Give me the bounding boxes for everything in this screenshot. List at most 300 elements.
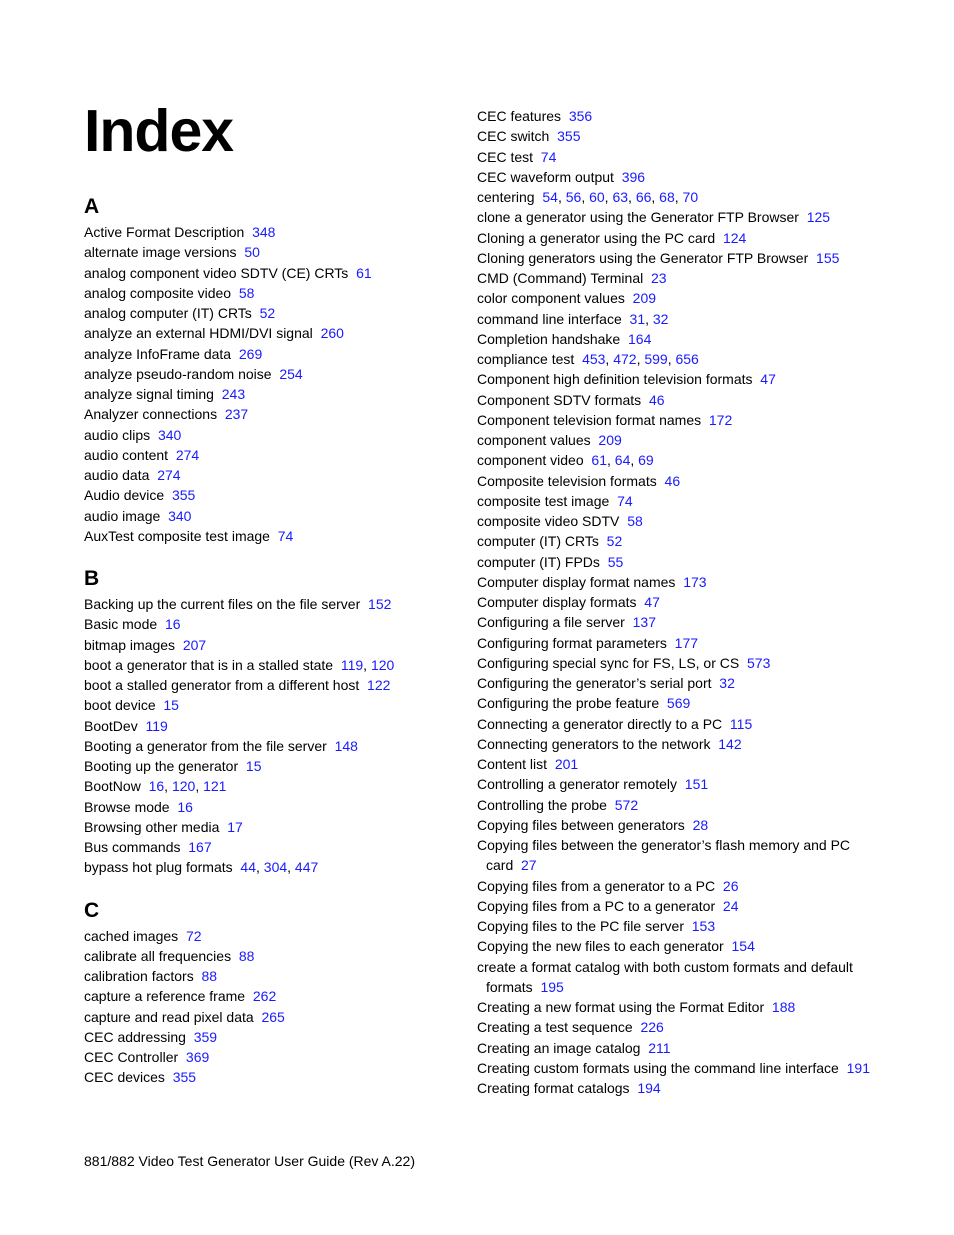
index-entry [84, 695, 454, 715]
page-references [239, 285, 255, 301]
index-entry [84, 344, 454, 364]
page-link[interactable]: 61 [591, 452, 607, 469]
index-entry [477, 288, 897, 308]
index-term: Active Format Description [84, 224, 245, 240]
index-entry [477, 329, 897, 349]
index-term: analyze signal timing [84, 386, 214, 402]
page-link[interactable]: 56 [565, 189, 582, 205]
page-references [261, 1009, 284, 1025]
index-term: Booting a generator from the file server [84, 737, 327, 754]
page-references [693, 817, 709, 833]
index-term: command line interface [477, 310, 622, 327]
page-link[interactable]: 58 [238, 284, 255, 301]
page-references [227, 819, 243, 835]
page-link[interactable]: 74 [617, 492, 633, 509]
index-term: create a format catalog with both custom formats and default formats [477, 958, 853, 995]
page-link[interactable]: 47 [644, 594, 660, 610]
page-link[interactable]: 269 [238, 345, 263, 362]
index-term: Basic mode [84, 616, 158, 633]
index-term: boot device [84, 697, 156, 714]
page-link[interactable]: 355 [557, 128, 581, 145]
index-entry [84, 526, 454, 546]
page-references [168, 508, 191, 524]
page-link[interactable]: 211 [648, 1039, 671, 1056]
index-term: analyze InfoFrame data [84, 345, 232, 362]
index-term: Configuring a file server [477, 614, 625, 631]
index-entry [477, 511, 897, 531]
page-references [540, 979, 563, 995]
index-entry [84, 594, 454, 614]
index-entry [84, 263, 454, 283]
page-references [278, 528, 294, 544]
index-entry [84, 716, 454, 736]
page-link[interactable]: 188 [771, 999, 796, 1015]
index-term: Booting up the generator [84, 758, 239, 774]
index-entry [84, 635, 454, 655]
page-link[interactable]: 573 [747, 654, 771, 671]
page-link[interactable]: 31 [629, 310, 646, 327]
page-references [633, 290, 656, 306]
page-link[interactable]: 172 [708, 411, 733, 428]
page-link[interactable]: 148 [334, 737, 358, 754]
page-link[interactable]: 154 [731, 938, 755, 955]
page-link[interactable]: 15 [245, 758, 262, 774]
page-references [816, 250, 839, 266]
page-link[interactable]: 16 [164, 616, 181, 633]
page-link[interactable]: 340 [157, 426, 182, 443]
index-entry [477, 471, 897, 491]
page-link[interactable]: 44 [240, 859, 256, 876]
page-references: 61, 64, 69 [591, 452, 654, 469]
page-references [555, 756, 578, 772]
page-link[interactable]: 17 [227, 818, 243, 835]
index-entry [84, 817, 454, 837]
page-link[interactable]: 447 [294, 859, 319, 876]
page-references [807, 209, 830, 225]
page-references [772, 999, 795, 1015]
page-references [260, 305, 276, 321]
index-entry [84, 926, 454, 946]
page-link[interactable]: 274 [175, 446, 200, 463]
index-entry [84, 614, 454, 634]
index-term: Analyzer connections [84, 406, 218, 423]
index-entry [477, 228, 897, 248]
index-term: Browse mode [84, 798, 170, 815]
page-link[interactable]: 340 [168, 507, 192, 524]
index-entry [84, 966, 454, 986]
page-link[interactable]: 50 [244, 244, 260, 261]
index-entry [477, 896, 897, 916]
index-entry [477, 653, 897, 673]
index-entry [84, 485, 454, 505]
page-references [622, 169, 645, 185]
index-entry [84, 756, 454, 776]
page-references [633, 614, 656, 630]
page-references [665, 473, 681, 489]
page-link[interactable]: 572 [614, 796, 639, 813]
page-references [239, 948, 255, 964]
page-link[interactable]: 120 [171, 778, 196, 795]
index-entry [84, 986, 454, 1006]
page-link[interactable]: 262 [252, 988, 277, 1005]
page-link[interactable]: 167 [188, 839, 212, 855]
page-references [628, 331, 651, 347]
page-references [667, 695, 690, 711]
page-link[interactable]: 47 [760, 371, 776, 388]
page-references [172, 487, 195, 503]
page-link[interactable]: 226 [640, 1019, 664, 1036]
page-references [252, 224, 275, 240]
page-references: 54, 56, 60, 63, 66, 68, 70 [542, 189, 699, 205]
index-entry [84, 776, 454, 796]
index-entry [84, 222, 454, 242]
page-references [640, 1019, 663, 1035]
index-entry [477, 572, 897, 592]
index-entry [477, 390, 897, 410]
index-term: analog composite video [84, 284, 232, 301]
page-references [367, 677, 390, 693]
index-entry [84, 797, 454, 817]
index-entry [84, 242, 454, 262]
index-term: bitmap images [84, 636, 176, 653]
index-term: Browsing other media [84, 818, 220, 835]
page-link[interactable]: 125 [806, 209, 831, 226]
page-link[interactable]: 243 [221, 386, 246, 402]
page-link[interactable]: 119 [340, 656, 364, 673]
page-link[interactable]: 122 [367, 677, 391, 693]
page-link[interactable]: 58 [627, 513, 643, 529]
page-references [683, 574, 706, 590]
page-link[interactable]: 209 [598, 432, 622, 448]
index-term: Configuring the generator’s serial port [477, 675, 712, 691]
page-references [608, 554, 624, 570]
index-entry [477, 248, 897, 268]
index-entry [477, 612, 897, 632]
page-link[interactable]: 355 [171, 487, 196, 504]
index-entry [477, 997, 897, 1017]
page-link[interactable]: 472 [613, 351, 637, 367]
index-term: CEC devices [84, 1069, 165, 1086]
index-entry [84, 1067, 454, 1087]
page-link[interactable]: 52 [259, 305, 276, 321]
page-link[interactable]: 274 [157, 467, 181, 483]
index-term: Copying the new files to each generator [477, 938, 724, 955]
page-link[interactable]: 74 [540, 148, 557, 165]
index-term: analyze an external HDMI/DVI signal [84, 325, 313, 342]
page-link[interactable]: 453 [582, 351, 606, 367]
page-link[interactable]: 164 [628, 330, 652, 347]
page-link[interactable]: 121 [203, 778, 227, 795]
index-entry [477, 147, 897, 167]
page-link[interactable]: 194 [637, 1080, 661, 1096]
page-references [521, 857, 537, 873]
section-gap [84, 546, 454, 554]
index-entry [477, 309, 897, 329]
page-link[interactable]: 356 [568, 108, 593, 124]
page-link[interactable]: 254 [279, 365, 303, 382]
page-references [760, 371, 776, 387]
page-references [225, 406, 248, 422]
index-term: BootNow [84, 778, 141, 795]
page-link[interactable]: 173 [683, 573, 707, 590]
page-link[interactable]: 23 [651, 270, 667, 286]
page-references [732, 938, 755, 954]
index-term: Cloning generators using the Generator FTP Browser [477, 249, 809, 266]
index-entry [84, 675, 454, 695]
page-footer: 881/882 Video Test Generator User Guide (Rev A.22) [84, 1153, 416, 1169]
page-link[interactable]: 355 [172, 1069, 197, 1086]
page-references [368, 596, 391, 612]
page-link[interactable]: 16 [148, 778, 165, 795]
page-link[interactable]: 46 [664, 472, 681, 489]
page-link[interactable]: 68 [659, 189, 675, 205]
index-entry [477, 957, 897, 998]
page-link[interactable]: 569 [666, 695, 691, 712]
index-term: audio image [84, 507, 161, 524]
index-term: Configuring special sync for FS, LS, or CS [477, 654, 740, 671]
section-letter: A [84, 195, 100, 218]
page-link[interactable]: 70 [682, 189, 699, 205]
index-entry [477, 774, 897, 794]
index-entry [84, 425, 454, 445]
page-references [202, 968, 218, 984]
page-link[interactable]: 209 [632, 290, 657, 307]
page-references [321, 325, 344, 341]
index-term: CEC features [477, 108, 562, 124]
index-entry [477, 714, 897, 734]
page-references [692, 918, 715, 934]
page-link[interactable]: 15 [163, 697, 179, 714]
page-link[interactable]: 237 [224, 406, 249, 423]
page-link[interactable]: 260 [320, 325, 344, 342]
page-link[interactable]: 63 [612, 189, 629, 205]
page-references [709, 412, 732, 428]
index-term: composite video SDTV [477, 513, 620, 529]
page-link[interactable]: 656 [675, 351, 699, 367]
index-term: analyze pseudo-random noise [84, 365, 272, 382]
index-term: calibration factors [84, 968, 194, 984]
index-term: capture a reference frame [84, 988, 246, 1005]
index-entry [84, 1027, 454, 1047]
index-entry [477, 410, 897, 430]
page-references [165, 616, 181, 632]
page-link[interactable]: 201 [554, 756, 579, 772]
index-entry [477, 167, 897, 187]
index-term: analog component video SDTV (CE) CRTs [84, 264, 349, 281]
index-term: compliance test [477, 351, 575, 367]
page-link[interactable]: 359 [193, 1028, 218, 1045]
index-term: AuxTest composite test image [84, 527, 270, 544]
page-link[interactable]: 26 [722, 877, 739, 894]
page-references [651, 270, 667, 286]
page-link[interactable]: 72 [185, 927, 202, 944]
page-link[interactable]: 88 [238, 947, 255, 964]
page-link[interactable]: 142 [718, 735, 742, 752]
page-link[interactable]: 177 [674, 634, 699, 651]
page-link[interactable]: 52 [606, 533, 623, 550]
index-entry [477, 450, 897, 470]
page-references [627, 513, 643, 529]
page-references [239, 346, 262, 362]
page-link[interactable]: 119 [145, 717, 168, 734]
page-references: 31, 32 [629, 310, 669, 327]
page-references [637, 1080, 660, 1096]
page-references: 453, 472, 599, 656 [582, 351, 699, 367]
page-references [246, 758, 262, 774]
index-term: composite test image [477, 492, 610, 509]
index-term: Completion handshake [477, 330, 621, 347]
index-term: computer (IT) FPDs [477, 553, 600, 570]
index-term: Content list [477, 756, 548, 772]
page-link[interactable]: 191 [846, 1059, 870, 1076]
index-entry [477, 1058, 897, 1078]
page-link[interactable]: 55 [607, 553, 624, 570]
index-term: Creating custom formats using the command line interface [477, 1059, 839, 1076]
index-term: boot a generator that is in a stalled state [84, 656, 334, 673]
index-term: Backing up the current files on the file server [84, 596, 361, 612]
index-term: Component SDTV formats [477, 391, 642, 408]
index-term: Creating a new format using the Format Editor [477, 999, 765, 1015]
index-entry [477, 106, 897, 126]
index-entry [84, 655, 454, 675]
index-term: audio clips [84, 426, 151, 443]
index-entry [84, 857, 454, 877]
index-term: BootDev [84, 717, 138, 734]
index-term: Component television format names [477, 411, 702, 428]
index-entry [477, 430, 897, 450]
index-term: Audio device [84, 487, 165, 504]
index-term: Configuring the probe feature [477, 695, 660, 712]
page-references [648, 1040, 670, 1056]
page-references [356, 265, 372, 281]
section-letter: B [84, 567, 100, 590]
page-link[interactable]: 151 [684, 776, 709, 793]
index-term: bypass hot plug formats [84, 859, 233, 876]
index-entry [477, 592, 897, 612]
index-term: CEC switch [477, 128, 550, 145]
page-references [730, 716, 752, 732]
page-link[interactable]: 153 [691, 918, 716, 934]
page-references [253, 988, 276, 1004]
page-references [183, 637, 206, 653]
index-entry [477, 734, 897, 754]
page-link[interactable]: 60 [589, 189, 605, 205]
page-link[interactable]: 24 [722, 897, 739, 914]
page-link[interactable]: 369 [185, 1049, 210, 1065]
page-references [186, 928, 202, 944]
page-references: 16, 120, 121 [148, 778, 227, 795]
index-term: component values [477, 432, 591, 448]
index-entry [477, 1017, 897, 1037]
page-link[interactable]: 155 [816, 249, 840, 266]
page-link[interactable]: 88 [201, 968, 218, 984]
index-term: computer (IT) CRTs [477, 533, 599, 550]
page-references [607, 533, 623, 549]
index-term: Connecting generators to the network [477, 735, 711, 752]
index-entry [477, 369, 897, 389]
index-term: Computer display format names [477, 573, 676, 590]
index-entry [477, 491, 897, 511]
index-term: boot a stalled generator from a different host [84, 677, 360, 693]
page-references [244, 244, 260, 260]
index-entry [477, 673, 897, 693]
page-references [163, 697, 179, 713]
index-term: color component values [477, 290, 625, 307]
index-term: Configuring format parameters [477, 634, 667, 651]
page-link[interactable]: 32 [652, 310, 669, 327]
page-link[interactable]: 32 [719, 675, 735, 691]
index-entry [477, 693, 897, 713]
index-term: Copying files between generators [477, 816, 685, 833]
page-references [847, 1060, 870, 1076]
index-term: CEC Controller [84, 1049, 179, 1065]
section-letter: C [84, 898, 100, 922]
page-references [747, 655, 770, 671]
page-link[interactable]: 64 [614, 452, 631, 469]
index-term: CEC test [477, 148, 534, 165]
page-link[interactable]: 304 [263, 859, 288, 876]
page-link[interactable]: 599 [644, 351, 668, 367]
page-link[interactable]: 115 [729, 715, 753, 732]
index-term: calibrate all frequencies [84, 947, 232, 964]
page-link[interactable]: 28 [692, 816, 709, 833]
page-link[interactable]: 54 [542, 189, 558, 205]
index-entry [84, 736, 454, 756]
index-entry [477, 876, 897, 896]
index-term: Copying files from a generator to a PC [477, 877, 716, 894]
page-link[interactable]: 195 [540, 978, 564, 995]
page-link[interactable]: 348 [252, 224, 276, 240]
page-link[interactable]: 27 [521, 857, 537, 874]
index-term: Controlling the probe [477, 796, 607, 813]
index-entry [477, 633, 897, 653]
index-entry [477, 815, 897, 835]
index-term: Component high definition television formats [477, 371, 753, 388]
index-term: Controlling a generator remotely [477, 776, 677, 793]
index-entry [84, 1007, 454, 1027]
page-link[interactable]: 46 [648, 391, 665, 408]
index-term: Copying files from a PC to a generator [477, 897, 716, 914]
page-link[interactable]: 16 [177, 798, 193, 815]
page-references [723, 230, 746, 246]
page-link[interactable]: 74 [277, 527, 294, 544]
page-link[interactable]: 207 [182, 636, 207, 653]
index-entry [84, 384, 454, 404]
page-link[interactable]: 66 [635, 189, 652, 205]
index-term: Connecting a generator directly to a PC [477, 715, 723, 732]
index-term: component video [477, 452, 584, 469]
page-references [157, 467, 180, 483]
index-entry [84, 364, 454, 384]
page-link[interactable]: 61 [356, 264, 372, 281]
page-link[interactable]: 69 [638, 452, 654, 469]
page-link[interactable]: 396 [621, 168, 646, 185]
index-entry [477, 552, 897, 572]
index-term: capture and read pixel data [84, 1008, 254, 1025]
page-link[interactable]: 152 [368, 596, 392, 612]
index-entry [84, 946, 454, 966]
page-link[interactable]: 137 [632, 614, 656, 631]
index-term: Cloning a generator using the PC card [477, 229, 716, 246]
index-entry [477, 835, 897, 876]
page-link[interactable]: 265 [261, 1008, 285, 1025]
index-term: cached images [84, 927, 179, 944]
index-entry [84, 283, 454, 303]
page-link[interactable]: 124 [722, 229, 747, 246]
index-entry [477, 187, 897, 207]
page-references: 119, 120 [340, 656, 395, 673]
page-link[interactable]: 120 [370, 656, 395, 673]
